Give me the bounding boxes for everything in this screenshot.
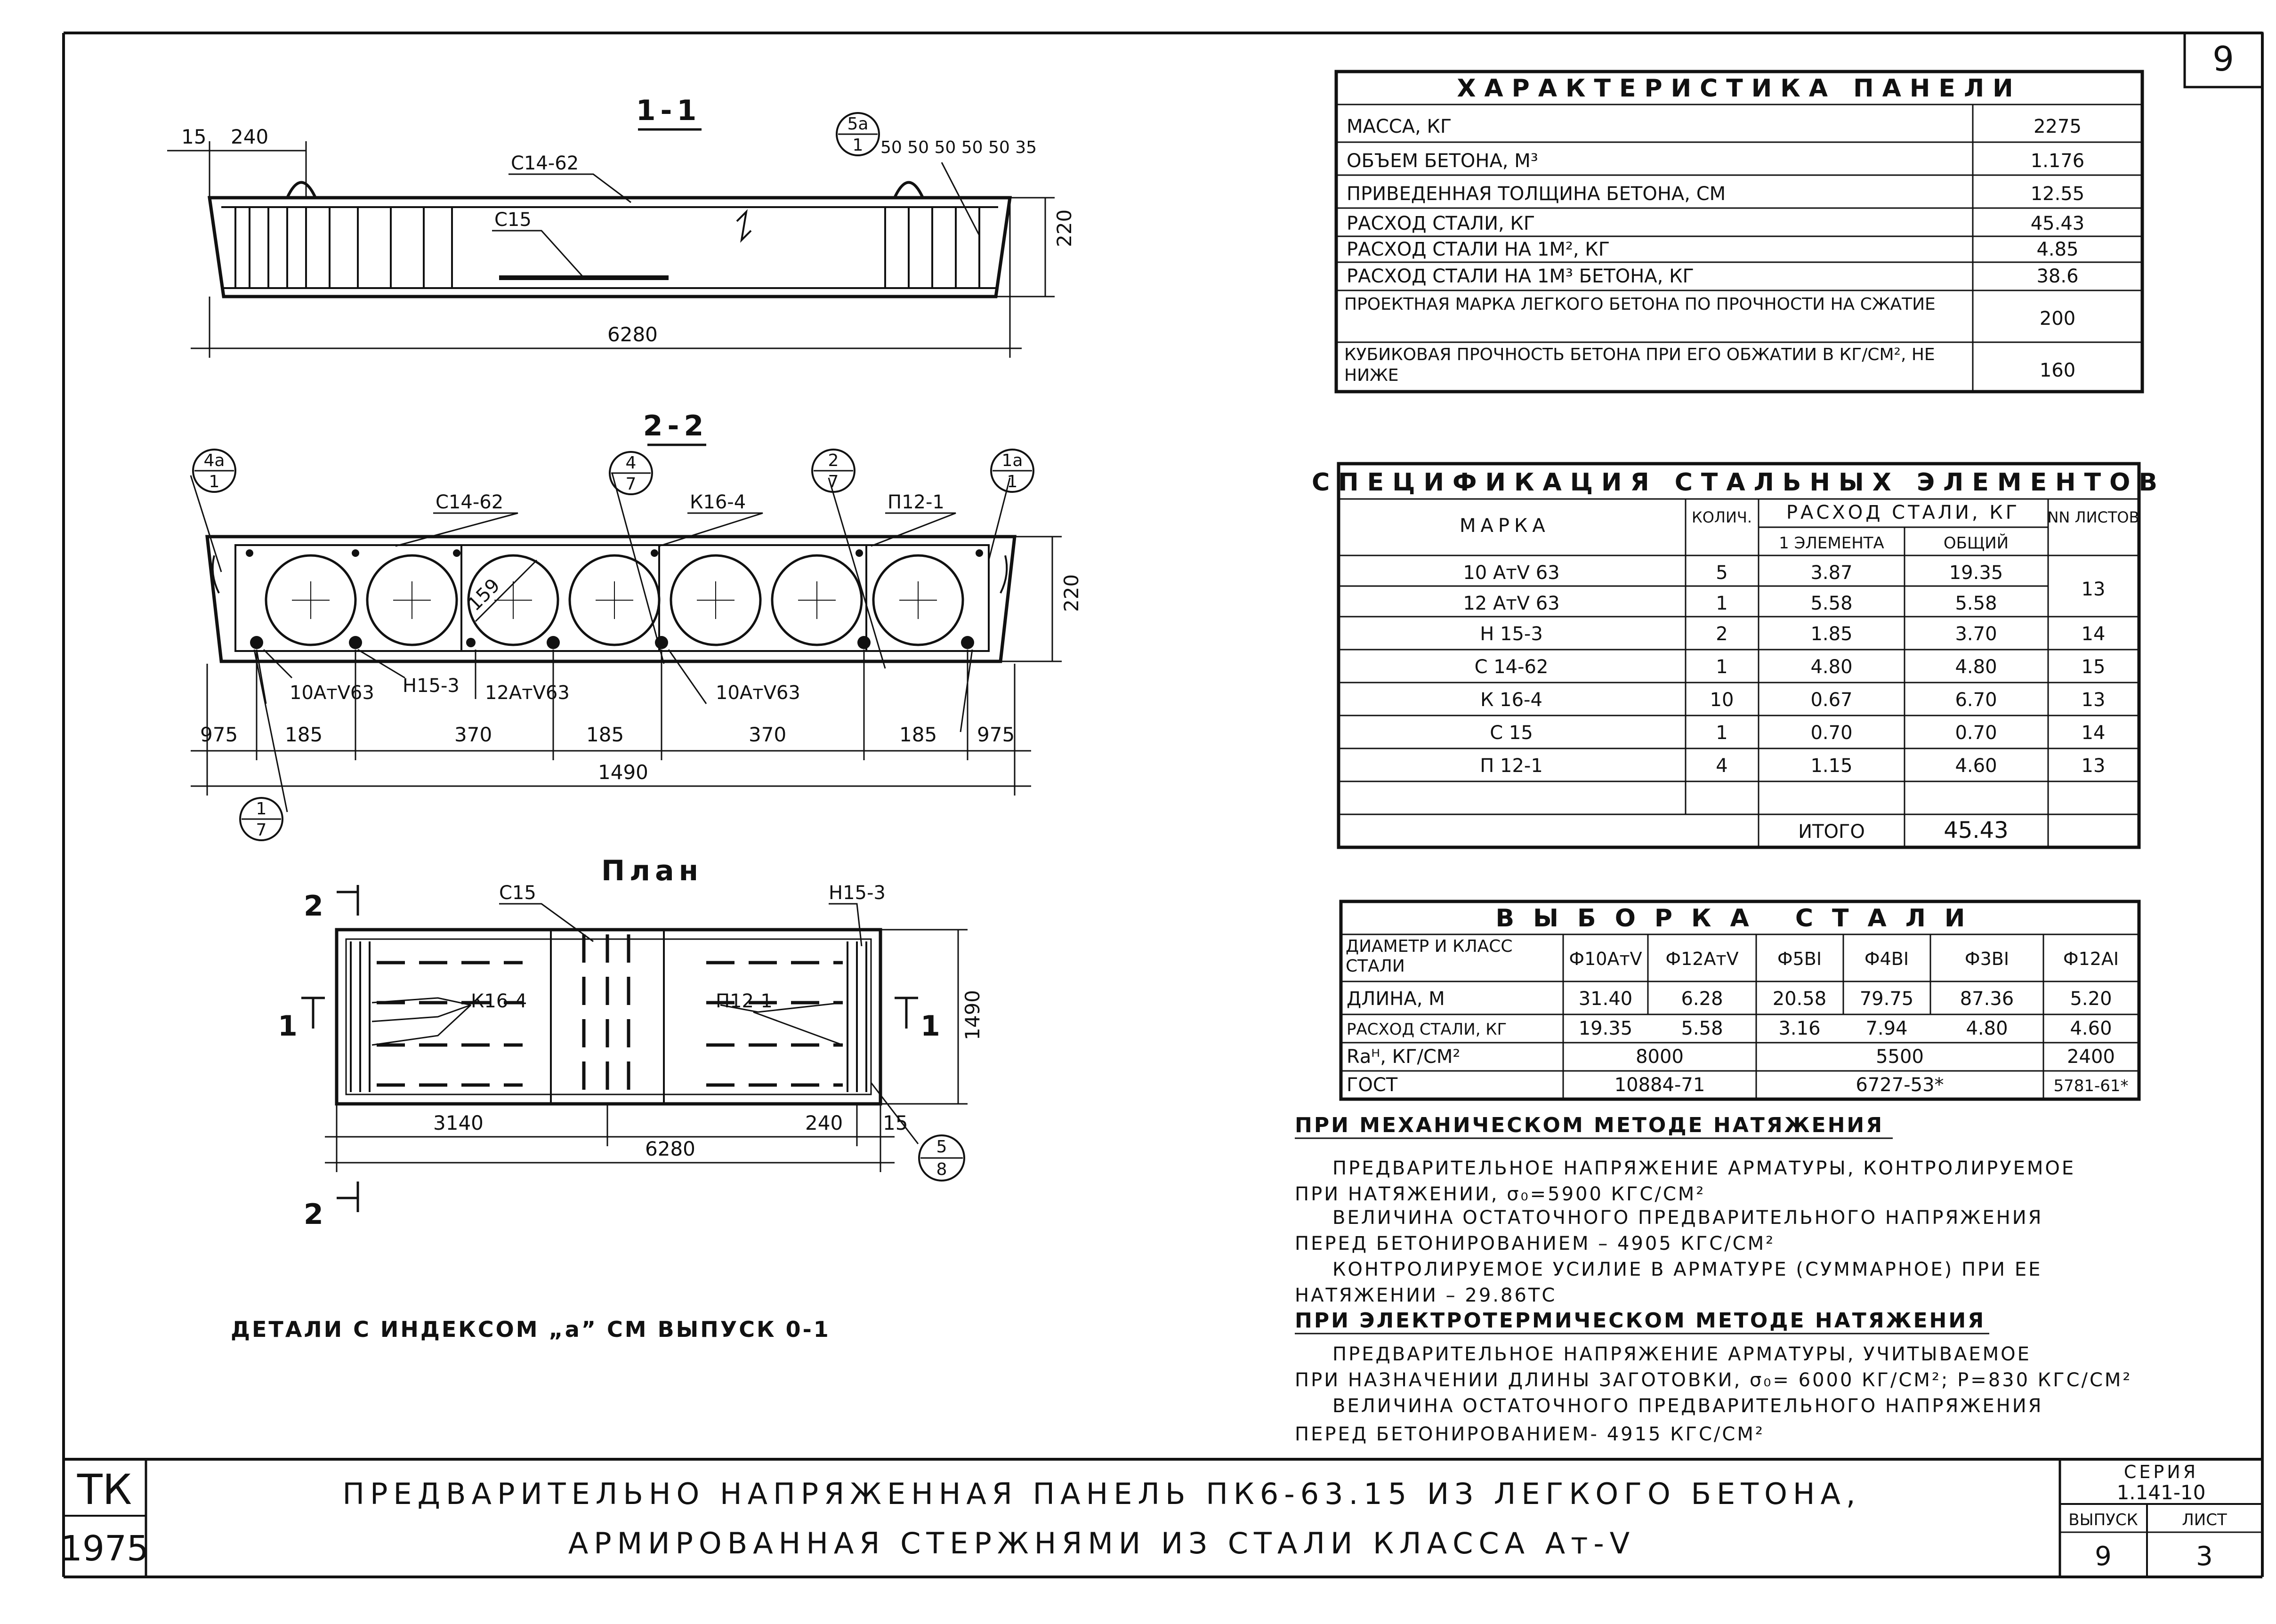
spec-title: СПЕЦИФИКАЦИЯ СТАЛЬНЫХ ЭЛЕМЕНТОВ [1312,468,2166,497]
svg-text:2275: 2275 [2034,116,2082,137]
dim-370: 370 [749,723,787,746]
svg-text:6.28: 6.28 [1681,988,1723,1010]
section-2-2-title: 2-2 [643,410,709,442]
svg-text:5781-61*: 5781-61* [2053,1077,2129,1095]
svg-text:ОБЪЕМ БЕТОНА, М³: ОБЪЕМ БЕТОНА, М³ [1347,150,1538,172]
svg-text:КОЛИЧ.: КОЛИЧ. [1691,508,1752,526]
svg-text:10884-71: 10884-71 [1614,1074,1705,1096]
svg-text:РАСХОД СТАЛИ НА 1М², КГ: РАСХОД СТАЛИ НА 1М², КГ [1347,239,1610,260]
svg-text:1.15: 1.15 [1810,755,1853,777]
mech-method-title: ПРИ МЕХАНИЧЕСКОМ МЕТОДЕ НАТЯЖЕНИЯ [1295,1113,1884,1137]
specification-table [1312,464,2166,847]
issue-label: ВЫПУСК [2068,1511,2138,1529]
svg-text:13: 13 [2081,579,2106,600]
svg-text:6.70: 6.70 [1955,689,1997,711]
svg-text:13: 13 [2081,755,2106,777]
svg-text:3.16: 3.16 [1778,1018,1821,1039]
svg-text:1: 1 [209,472,220,491]
label-k16-4: К16-4 [471,990,527,1012]
svg-text:РАСХОД СТАЛИ, КГ: РАСХОД СТАЛИ, КГ [1786,502,2020,523]
svg-text:4.80: 4.80 [1810,656,1853,678]
steel-selection-title: ВЫБОРКА СТАЛИ [1495,904,1984,933]
callout-4-7 [610,452,652,494]
svg-text:ВЕЛИЧИНА ОСТАТОЧНОГО ПРЕДВАРИТ: ВЕЛИЧИНА ОСТАТОЧНОГО ПРЕДВАРИТЕЛЬНОГО НАПРЯЖЕНИЯ [1332,1207,2043,1229]
svg-text:ПРЕДВАРИТЕЛЬНОЕ НАПРЯЖЕНИЕ АРМ: ПРЕДВАРИТЕЛЬНОЕ НАПРЯЖЕНИЕ АРМАТУРЫ, КОНТРОЛИРУЕМОЕ [1332,1158,2076,1179]
plan-title: План [601,854,703,887]
label-c15: С15 [499,882,536,904]
dim-3140: 3140 [433,1111,484,1134]
rebar-lines [221,207,998,288]
cut-mark-1-left: 1 [278,1010,302,1043]
svg-text:NN ЛИСТОВ: NN ЛИСТОВ [2047,508,2139,526]
svg-text:8000: 8000 [1636,1046,1684,1068]
svg-text:15: 15 [2081,656,2106,678]
svg-text:5.58: 5.58 [1810,593,1853,614]
svg-text:Ф12АⅠ: Ф12АⅠ [2063,949,2119,969]
callout-2-7 [812,450,855,492]
dimension-chain [191,537,1062,796]
svg-text:КОНТРОЛИРУЕМОЕ УСИЛИЕ В АРМАТУ: КОНТРОЛИРУЕМОЕ УСИЛИЕ В АРМАТУРЕ (СУММАРНОЕ) ПРИ ЕЕ [1332,1259,2042,1280]
callout-5a-1 [837,113,879,155]
label-c14-62: С14-62 [511,153,579,174]
tensioning-notes [1295,1113,2132,1445]
svg-text:1.176: 1.176 [2030,150,2085,172]
svg-text:5: 5 [936,1137,947,1157]
svg-text:ИТОГО: ИТОГО [1798,821,1865,843]
svg-text:РАСХОД СТАЛИ, КГ: РАСХОД СТАЛИ, КГ [1347,213,1535,234]
svg-text:12 АтⅤ 63: 12 АтⅤ 63 [1463,593,1560,614]
svg-text:5: 5 [1716,562,1728,584]
plan-view [278,854,984,1231]
svg-text:0.67: 0.67 [1810,689,1853,711]
svg-text:ПЕРЕД БЕТОНИРОВАНИЕМ – 4905 КГ: ПЕРЕД БЕТОНИРОВАНИЕМ – 4905 КГС/СМ² [1295,1233,1776,1254]
dim-159: 159 [463,574,505,616]
sheet-page-number: 3 [2196,1541,2213,1572]
drawing-title-line1: ПРЕДВАРИТЕЛЬНО НАПРЯЖЕННАЯ ПАНЕЛЬ ПК6-63.15 ИЗ ЛЕГКОГО БЕТОНА, [342,1477,1861,1511]
electrothermal-method-title: ПРИ ЭЛЕКТРОТЕРМИЧЕСКОМ МЕТОДЕ НАТЯЖЕНИЯ [1295,1309,1986,1333]
label-c15: С15 [494,209,532,231]
sheet-label: ЛИСТ [2182,1511,2227,1529]
section-1-1 [167,94,1076,358]
svg-text:Ф12АтⅤ: Ф12АтⅤ [1665,949,1739,969]
svg-text:14: 14 [2081,722,2106,744]
svg-text:2: 2 [828,451,839,470]
dim-220: 220 [1060,574,1083,612]
label-p12-1: П12-1 [888,491,944,513]
svg-text:2400: 2400 [2067,1046,2115,1068]
prestressed-bars [250,636,974,649]
svg-text:3.70: 3.70 [1955,623,1997,645]
title-block [60,1459,2262,1577]
dim-1490: 1490 [961,990,984,1040]
svg-text:8: 8 [936,1160,947,1179]
svg-text:ПРИ НАТЯЖЕНИИ, σ₀=5900 КГС/СМ²: ПРИ НАТЯЖЕНИИ, σ₀=5900 КГС/СМ² [1295,1183,1706,1205]
dim-6280: 6280 [607,323,658,346]
svg-text:19.35: 19.35 [1578,1018,1633,1039]
org-code: ТК [77,1465,132,1514]
svg-text:7: 7 [256,820,267,840]
rebar-spacing: 50 50 50 50 50 35 [880,138,1037,157]
svg-text:1: 1 [1007,472,1018,491]
svg-text:ОБЩИЙ: ОБЩИЙ [1943,534,2009,553]
dim-240: 240 [231,125,269,148]
svg-text:14: 14 [2081,623,2106,645]
svg-text:ДЛИНА, М: ДЛИНА, М [1347,988,1445,1010]
svg-text:1а: 1а [1001,451,1023,470]
dim-240: 240 [805,1111,843,1134]
svg-text:200: 200 [2039,308,2076,330]
svg-text:4.85: 4.85 [2036,239,2079,260]
svg-text:4.60: 4.60 [2070,1018,2112,1039]
lifting-loop [287,183,315,198]
svg-text:160: 160 [2039,360,2076,381]
svg-text:К 16-4: К 16-4 [1480,689,1542,711]
svg-text:7.94: 7.94 [1865,1018,1908,1039]
sheet-number: 9 [2212,39,2234,79]
svg-text:6727-53*: 6727-53* [1856,1074,1944,1096]
svg-text:87.36: 87.36 [1960,988,2014,1010]
svg-text:12.55: 12.55 [2030,183,2085,205]
label-10at-bars-left: 10АтⅤ63 [290,682,374,704]
svg-text:4: 4 [625,453,637,473]
svg-text:2: 2 [1716,623,1728,645]
cut-mark-2-bottom: 2 [304,1198,328,1231]
dim-15: 15 [883,1111,908,1134]
svg-text:1: 1 [1716,722,1728,744]
svg-text:ПЕРЕД БЕТОНИРОВАНИЕМ- 4915 КГС: ПЕРЕД БЕТОНИРОВАНИЕМ- 4915 КГС/СМ² [1295,1423,1765,1445]
svg-text:НАТЯЖЕНИИ – 29.86ТС: НАТЯЖЕНИИ – 29.86ТС [1295,1285,1557,1306]
dim-370: 370 [454,723,492,746]
svg-text:ПРЕДВАРИТЕЛЬНОЕ НАПРЯЖЕНИЕ АРМ: ПРЕДВАРИТЕЛЬНОЕ НАПРЯЖЕНИЕ АРМАТУРЫ, УЧИТЫВАЕМОЕ [1332,1343,2031,1365]
year: 1975 [60,1528,149,1569]
series-label: СЕРИЯ [2123,1462,2199,1482]
label-k16-4: К16-4 [690,491,746,513]
svg-text:13: 13 [2081,689,2106,711]
lifting-loop [895,183,923,198]
callout-5-8 [919,1135,964,1181]
svg-text:19.35: 19.35 [1949,562,2003,584]
cut-mark-2-top: 2 [304,890,328,923]
svg-text:45.43: 45.43 [2030,213,2085,234]
svg-text:ГОСТ: ГОСТ [1347,1074,1398,1096]
plan-dashed-bars [377,934,843,1097]
dim-185: 185 [899,723,937,746]
svg-text:5.58: 5.58 [1955,593,1997,614]
svg-text:4.80: 4.80 [1955,656,1997,678]
svg-text:4.80: 4.80 [1966,1018,2008,1039]
dim-6280: 6280 [645,1137,695,1160]
svg-text:МАРКА: МАРКА [1460,515,1550,537]
svg-text:45.43: 45.43 [1944,817,2009,844]
svg-text:С 15: С 15 [1490,722,1533,744]
svg-text:ПРИВЕДЕННАЯ ТОЛЩИНА БЕТОНА, СМ: ПРИВЕДЕННАЯ ТОЛЩИНА БЕТОНА, СМ [1347,183,1726,205]
steel-selection-table: ВЫБОРКА СТАЛИ ДИАМЕТР И КЛАСС СТАЛИ ДЛИНА, М РАСХОД СТАЛИ, КГ Rаᴴ, КГ/СМ² ГОСТ Ф10АтⅤ Ф12АтⅤ Ф5ВⅠ Ф4ВⅠ Ф3ВⅠ Ф12АⅠ 31.40 6.28 20.58 79.75 87.36 5.20 19.35 5.58 3.16 7.94 4.80 4.60 8000 5500 2400 10884-71 6727-53* 5781-61* [1341,901,2139,1099]
svg-text:П 12-1: П 12-1 [1480,755,1543,777]
issue-number: 9 [2095,1541,2112,1572]
break-mark [737,212,751,240]
svg-text:0.70: 0.70 [1955,722,1997,744]
characteristics-table: ХАРАКТЕРИСТИКА ПАНЕЛИ МАССА, КГ 2275 ОБЪЕМ БЕТОНА, М³ 1.176 ПРИВЕДЕННАЯ ТОЛЩИНА БЕТОНА, СМ 12.55 РАСХОД СТАЛИ, КГ 45.43 РАСХОД СТАЛИ НА 1М², КГ 4.85 РАСХОД СТАЛИ НА 1М³ БЕТОНА, КГ 38.6 ПРОЕКТНАЯ МАРКА ЛЕГКОГО БЕТОНА ПО ПРОЧНОСТИ НА СЖАТИЕ 200 КУБИКОВАЯ ПРОЧНОСТЬ БЕТОНА ПРИ ЕГО ОБЖАТИИ В КГ/СМ², НЕ НИЖЕ 160 [1336,72,2142,392]
svg-text:Ф3ВⅠ: Ф3ВⅠ [1964,949,2010,969]
svg-text:5.58: 5.58 [1681,1018,1723,1039]
svg-text:Н 15-3: Н 15-3 [1480,623,1543,645]
svg-text:4.60: 4.60 [1955,755,1997,777]
svg-text:4: 4 [1716,755,1728,777]
leaders [492,162,979,278]
svg-text:Ф10АтⅤ: Ф10АтⅤ [1569,949,1642,969]
svg-text:20.58: 20.58 [1772,988,1827,1010]
dim-975-right: 975 [977,723,1015,746]
svg-text:4а: 4а [203,451,225,470]
label-p12-1: П12-1 [716,990,773,1012]
section-2-2 [191,410,1083,840]
label-c14-62: С14-62 [436,491,504,513]
characteristics-title: ХАРАКТЕРИСТИКА ПАНЕЛИ [1457,74,2022,103]
section-1-1-title: 1-1 [636,94,702,127]
details-note: ДЕТАЛИ С ИНДЕКСОМ „а” СМ ВЫПУСК 0-1 [231,1317,831,1342]
svg-text:0.70: 0.70 [1810,722,1853,744]
core-crosshairs [292,581,937,619]
dim-185: 185 [285,723,323,746]
svg-text:3.87: 3.87 [1810,562,1853,584]
label-h15-3: Н15-3 [403,675,460,697]
cut-mark-1-right: 1 [920,1010,945,1043]
drawing-title-line2: АРМИРОВАННАЯ СТЕРЖНЯМИ ИЗ СТАЛИ КЛАССА Ат-Ⅴ [568,1526,1636,1560]
svg-text:РАСХОД СТАЛИ НА 1М³ БЕТОНА, КГ: РАСХОД СТАЛИ НА 1М³ БЕТОНА, КГ [1347,265,1694,287]
label-h15-3: Н15-3 [829,882,886,904]
callout-1-7 [240,798,282,840]
svg-text:7: 7 [828,472,839,491]
svg-text:1: 1 [1716,656,1728,678]
svg-text:ПРИ НАЗНАЧЕНИИ ДЛИНЫ ЗАГОТОВКИ: ПРИ НАЗНАЧЕНИИ ДЛИНЫ ЗАГОТОВКИ, σ₀= 6000 КГ/СМ²; Р=830 КГС/СМ² [1295,1369,2132,1391]
svg-text:10: 10 [1710,689,1734,711]
svg-text:ВЕЛИЧИНА ОСТАТОЧНОГО ПРЕДВАРИТ: ВЕЛИЧИНА ОСТАТОЧНОГО ПРЕДВАРИТЕЛЬНОГО НАПРЯЖЕНИЯ [1332,1395,2043,1417]
svg-text:Rаᴴ, КГ/СМ²: Rаᴴ, КГ/СМ² [1347,1046,1461,1068]
dim-220: 220 [1053,209,1076,247]
svg-text:1 ЭЛЕМЕНТА: 1 ЭЛЕМЕНТА [1779,534,1884,553]
svg-text:МАССА, КГ: МАССА, КГ [1347,116,1452,137]
callout-4a-1 [193,450,235,492]
dim-975-left: 975 [200,723,238,746]
svg-text:31.40: 31.40 [1578,988,1633,1010]
label-12at-bar: 12АтⅤ63 [485,682,570,704]
svg-text:РАСХОД СТАЛИ, КГ: РАСХОД СТАЛИ, КГ [1347,1020,1507,1039]
svg-text:1.85: 1.85 [1810,623,1853,645]
svg-text:7: 7 [625,474,637,494]
svg-text:Ф4ВⅠ: Ф4ВⅠ [1864,949,1909,969]
svg-text:С 14-62: С 14-62 [1474,656,1549,678]
label-10at-bars-right: 10АтⅤ63 [716,682,800,704]
dim-1490: 1490 [598,761,648,784]
callout-1a-1 [991,450,1033,492]
svg-text:5500: 5500 [1876,1046,1924,1068]
svg-text:5а: 5а [847,114,869,134]
svg-text:5.20: 5.20 [2070,988,2112,1010]
dim-185: 185 [586,723,624,746]
svg-text:1: 1 [852,136,864,155]
dim-15: 15 [181,125,207,148]
svg-text:1: 1 [1716,593,1728,614]
svg-text:79.75: 79.75 [1859,988,1914,1010]
series-number: 1.141-10 [2116,1481,2206,1504]
svg-text:Ф5ВⅠ: Ф5ВⅠ [1777,949,1822,969]
svg-text:10 АтⅤ 63: 10 АтⅤ 63 [1463,562,1560,584]
svg-text:1: 1 [256,799,267,819]
svg-text:38.6: 38.6 [2036,265,2079,287]
